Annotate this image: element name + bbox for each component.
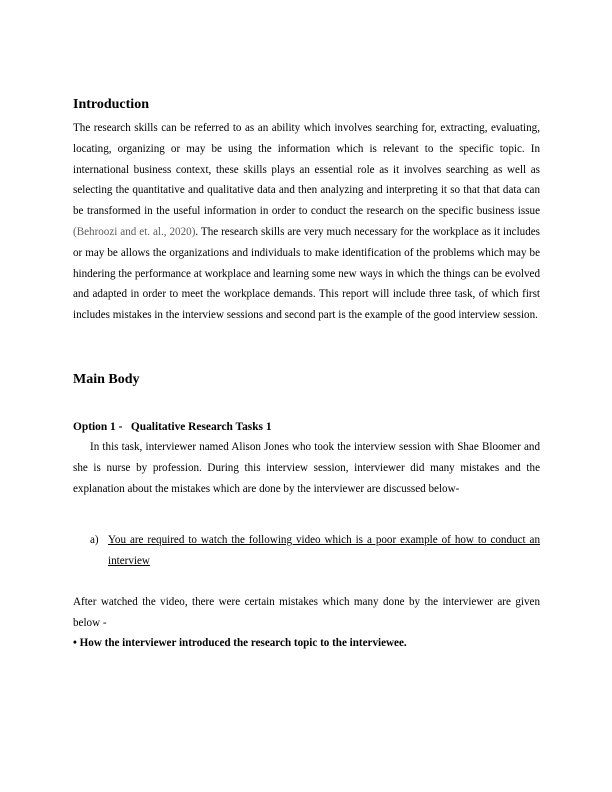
introduction-paragraph [73,118,540,326]
option-heading: Option 1 - Qualitative Research Tasks 1 [73,421,272,433]
introduction-text-a: The research skills can be referred to as an ability which involves searching for, extracting, evaluating, locating, organizing or may be using the information which is relevant to the specific topic. In international business context, these skills plays an essential role as it involves searching as well as selecting the quantitative and qualitative data and then analyzing and interpreting it so that that data can be transformed in the useful information in order to conduct the research on the specific business issue [73,122,540,218]
list-marker: a) [90,534,99,546]
bullet-point: • How the interviewer introduced the research topic to the interviewee. [73,637,407,649]
main-body-heading: Main Body [73,372,140,387]
task-paragraph: In this task, interviewer named Alison Jones who took the interview session with Shae Bloomer and she is nurse by profession. During this interview session, interviewer did many mistakes and the explanation about the mistakes which are done by the interviewer are discussed below- [73,441,540,495]
list-item [90,530,540,572]
citation: (Behroozi and et. al., 2020) [73,225,196,238]
list-item-text: You are required to watch the following video which is a poor example of how to conduct an interview [108,534,540,567]
after-video-paragraph: After watched the video, there were certain mistakes which many done by the interviewer are given below - [73,596,540,629]
introduction-text-b: . The research skills are very much necessary for the workplace as it includes or may be allows the organizations and individuals to make identification of the problems which may be hindering the performance at workplace and learning some new ways in which the things can be evolved and adapted in order to meet the workplace demands. This report will include three task, of which first includes mistakes in the interview sessions and second part is the example of the good interview session. [73,225,540,322]
introduction-heading: Introduction [73,97,149,112]
